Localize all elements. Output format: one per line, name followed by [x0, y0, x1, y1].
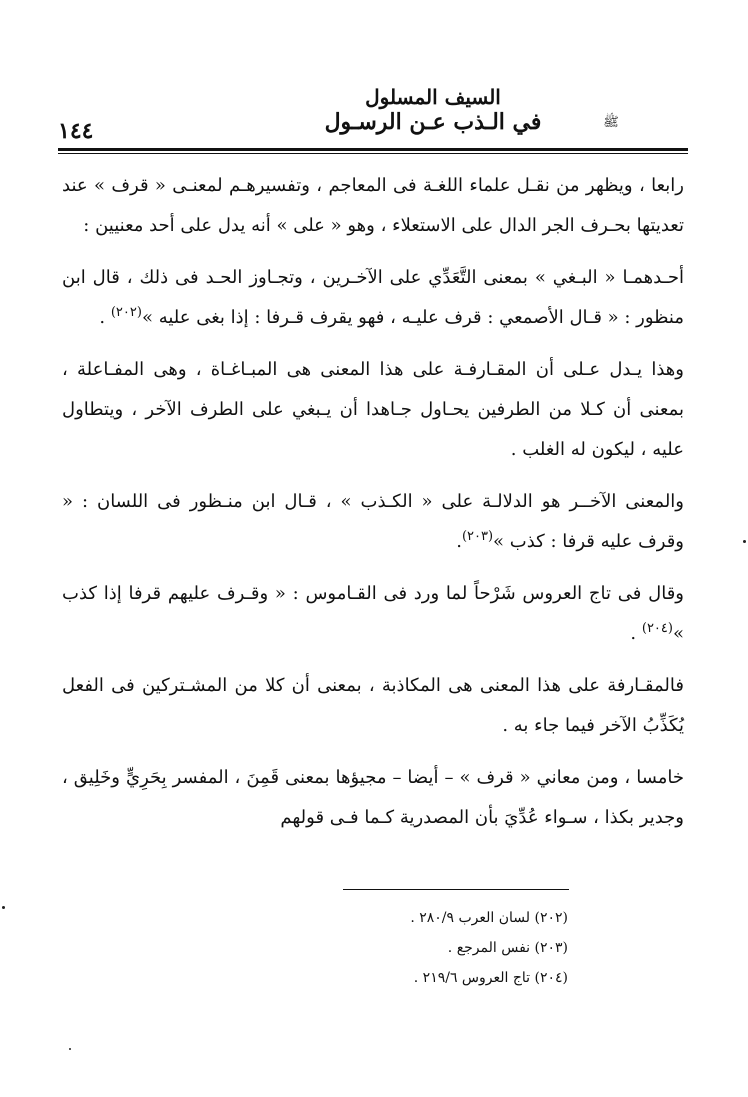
- footnote-item: (٢٠٤) تاج العروس ٢١٩/٦ .: [413, 970, 568, 986]
- paragraph-5: وقال فى تاج العروس شَرْحاً لما ورد فى القـاموس : « وقـرف عليهم قرفا إذا كذب »$^{(٢٠٤)}$ .: [62, 583, 684, 644]
- footnote-ref: (٢٠٣): [461, 529, 494, 544]
- paragraph-7: [62, 758, 684, 838]
- scan-speck: [2, 906, 5, 909]
- paragraph-text: فالمقـارفة على هذا المعنى هى المكاذبة ، بمعنى أن كلا من المشـتركين فى الفعل يُكَذِّبُ الآخر فيما جاء به .: [62, 675, 684, 736]
- scan-speck: [743, 540, 746, 543]
- paragraph-text: وهذا يـدل عـلى أن المقـارفـة على هذا المعنى هى المبـاغـاة ، وهى المفـاعلة ، بمعنى أن كـلا من الطرفين يحـاول جـاهدا أن يـبغي على الطرف الآخر ، ويتطاول عليه ، ليكون له الغلب .: [62, 359, 684, 460]
- footnote-ref: (٢٠٤): [641, 621, 673, 636]
- footnotes: [62, 903, 568, 993]
- paragraph-3: [62, 350, 684, 470]
- footnote-item: (٢٠٢) لسان العرب ٢٨٠/٩ .: [410, 910, 568, 926]
- paragraph-6: [62, 666, 684, 746]
- paragraph-1: [62, 166, 684, 246]
- page-number: ١٤٤: [58, 118, 94, 144]
- footnote-separator: [343, 889, 569, 890]
- page-header: [58, 86, 688, 148]
- header-rule-thin: [58, 153, 688, 154]
- paragraph-text: خامسا ، ومن معاني « قرف » – أيضا – مجيؤها بمعنى قَمِنَ ، المفسر بِحَرِيٍّ وخَلِيق ، وجدير بكذا ، سـواء عُدِّيَ بأن المصدرية كـما فـى قولهم: [62, 767, 684, 828]
- paragraph-text: وقال فى تاج العروس شَرْحاً لما ورد فى القـاموس : « وقـرف عليهم قرفا إذا كذب »: [62, 583, 684, 644]
- salutation-calligraphy: ﷺ: [603, 115, 619, 130]
- paragraph-2: أحـدهمـا « البـغي » بمعنى التَّعَدِّي على الآخـرين ، وتجـاوز الحـد فى ذلك ، قال ابن منظور : « قـال الأصمعي : قرف عليـه ، فهو يقرف قـرفا : إذا بغى عليه »$^{(٢٠٢)}$ .: [62, 267, 685, 328]
- paragraph-text: رابعا ، ويظهر من نقـل علماء اللغـة فى المعاجم ، وتفسيرهـم لمعنـى « قرف » عند تعديتها بحـرف الجر الدال على الاستعلاء ، وهو « على » أنه يدل على أحد معنيين :: [62, 175, 684, 236]
- book-title: [268, 86, 598, 136]
- paragraph-4: والمعنى الآخــر هو الدلالـة على « الكـذب » ، قـال ابن منـظور فى اللسان : « وقرف عليه قرفا : كذب »$^{(٢٠٣)}$.: [62, 491, 684, 552]
- header-rule-thick: [58, 148, 688, 151]
- body-text: [62, 166, 684, 850]
- footnote-ref: (٢٠٢): [110, 305, 142, 320]
- footnote-item: (٢٠٣) نفس المرجع .: [447, 940, 568, 956]
- title-line-1: السيف المسلول: [365, 85, 501, 109]
- paragraph-text: والمعنى الآخــر هو الدلالـة على « الكـذب » ، قـال ابن منـظور فى اللسان : « وقرف عليه قرفا : كذب »: [62, 491, 684, 552]
- paragraph-text: أحـدهمـا « البـغي » بمعنى التَّعَدِّي على الآخـرين ، وتجـاوز الحـد فى ذلك ، قال ابن منظور : « قـال الأصمعي : قرف عليـه ، فهو يقرف قـرفا : إذا بغى عليه »: [62, 267, 685, 328]
- title-line-2: في الـذب عـن الرسـول: [324, 109, 542, 135]
- scan-speck: [69, 1048, 71, 1050]
